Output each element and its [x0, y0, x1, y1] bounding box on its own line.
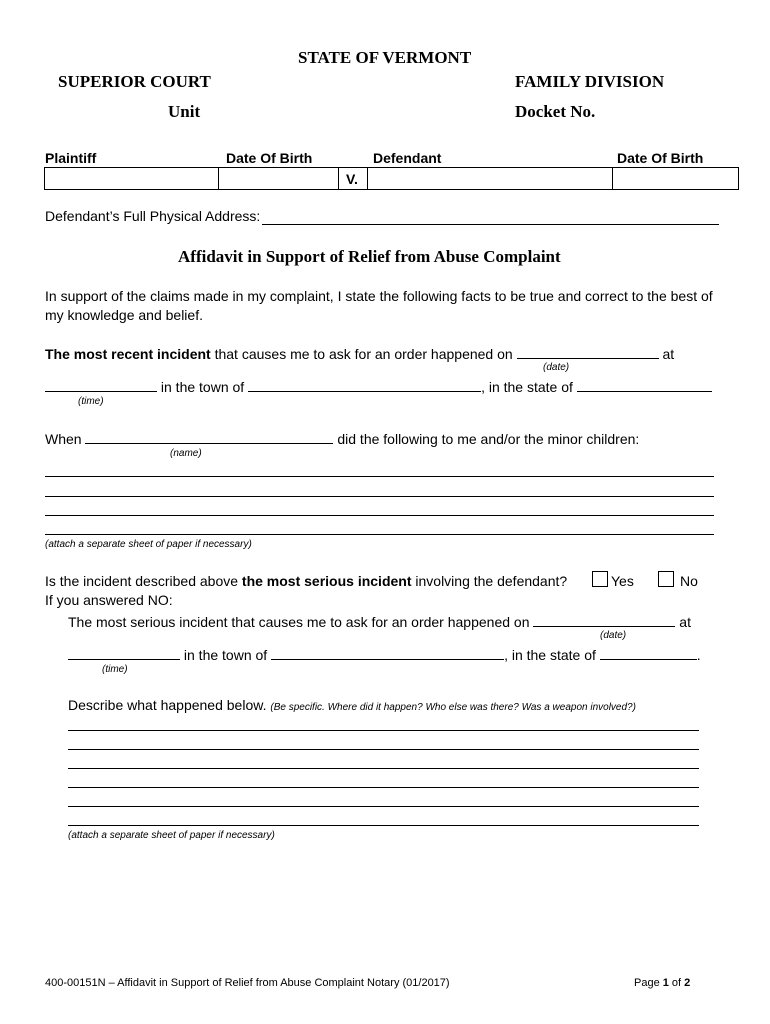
serious-in-state: , in the state of: [504, 647, 596, 663]
defendant-dob-label: Date Of Birth: [617, 150, 704, 166]
serious-time-hint: (time): [102, 664, 128, 675]
recent-town-field[interactable]: [248, 377, 481, 392]
recent-date-field[interactable]: [517, 344, 659, 359]
recent-name-hint: (name): [170, 448, 202, 459]
defendant-field[interactable]: [367, 167, 613, 190]
serious-incident-text: The most serious incident that causes me to ask for an order happened on: [68, 614, 530, 630]
versus-cell: [338, 167, 368, 190]
recent-when: When: [45, 431, 82, 447]
address-label: Defendant’s Full Physical Address:: [45, 208, 261, 224]
serious-incident-line: [68, 612, 691, 630]
serious-question-bold: the most serious incident: [241, 573, 416, 589]
describe-hint: (Be specific. Where did it happen? Who else was there? Was a weapon involved?): [270, 702, 636, 713]
plaintiff-label: Plaintiff: [45, 150, 97, 166]
describe-line: [68, 697, 636, 713]
no-label: No: [680, 573, 698, 589]
division-heading: FAMILY DIVISION: [515, 72, 665, 91]
serious-description-line[interactable]: [68, 749, 699, 750]
yes-label: Yes: [611, 573, 634, 589]
yes-checkbox[interactable]: [592, 571, 608, 587]
intro-paragraph: In support of the claims made in my complaint, I state the following facts to be true and correct to the best of my knowledge and belief.: [45, 288, 713, 323]
serious-location-line: [68, 645, 701, 663]
plaintiff-dob-label: Date Of Birth: [226, 150, 313, 166]
versus-text: V.: [346, 171, 358, 187]
recent-time-field[interactable]: [45, 377, 157, 392]
no-checkbox[interactable]: [658, 571, 674, 587]
page-number: 1: [662, 977, 669, 989]
if-no-label: If you answered NO:: [45, 592, 173, 608]
recent-attach-note: (attach a separate sheet of paper if necessary): [45, 539, 252, 550]
recent-date-hint: (date): [543, 362, 570, 373]
serious-description-line[interactable]: [68, 787, 699, 788]
serious-question: [45, 573, 567, 589]
recent-description-line[interactable]: [45, 476, 714, 477]
form-id: 400-00151N – Affidavit in Support of Relief from Abuse Complaint Notary (01/2017): [45, 977, 450, 989]
serious-in-town: in the town of: [183, 647, 268, 663]
defendant-label: Defendant: [373, 150, 442, 166]
recent-in-town: in the town of: [160, 379, 245, 395]
serious-town-field[interactable]: [271, 645, 504, 660]
serious-attach-note: (attach a separate sheet of paper if necessary): [68, 830, 275, 841]
recent-in-state: , in the state of: [481, 379, 573, 395]
serious-at: at: [679, 614, 691, 630]
recent-incident-text: that causes me to ask for an order happened on: [210, 346, 513, 362]
recent-description-line[interactable]: [45, 515, 714, 516]
docket-label: Docket No.: [515, 102, 596, 121]
serious-date-field[interactable]: [533, 612, 675, 627]
defendant-dob-field[interactable]: [612, 167, 739, 190]
recent-did: did the following to me and/or the minor children:: [337, 431, 640, 447]
state-heading: STATE OF VERMONT: [298, 48, 472, 67]
recent-description-line[interactable]: [45, 534, 714, 535]
plaintiff-dob-field[interactable]: [218, 167, 339, 190]
page-prefix: Page: [634, 977, 663, 989]
serious-state-field[interactable]: [600, 645, 697, 660]
page-indicator: [634, 977, 690, 989]
serious-period: .: [696, 647, 701, 663]
recent-incident-line: [45, 344, 674, 362]
serious-description-line[interactable]: [68, 730, 699, 731]
serious-description-line[interactable]: [68, 806, 699, 807]
describe-label: Describe what happened below.: [68, 697, 267, 713]
serious-description-line[interactable]: [68, 768, 699, 769]
serious-time-field[interactable]: [68, 645, 180, 660]
affidavit-title: Affidavit in Support of Relief from Abuse Complaint: [178, 247, 561, 266]
recent-name-field[interactable]: [85, 429, 333, 444]
recent-at: at: [662, 346, 675, 362]
plaintiff-field[interactable]: [44, 167, 219, 190]
serious-description-line[interactable]: [68, 825, 699, 826]
recent-incident-bold: The most recent incident: [45, 346, 211, 362]
recent-state-field[interactable]: [577, 377, 712, 392]
page-total: 2: [684, 977, 691, 989]
recent-description-line[interactable]: [45, 496, 714, 497]
address-field[interactable]: [262, 224, 719, 225]
unit-label: Unit: [168, 102, 201, 121]
serious-question-post: involving the defendant?: [415, 573, 568, 589]
page-of: of: [668, 977, 685, 989]
recent-location-line: [45, 377, 712, 395]
recent-time-hint: (time): [78, 396, 104, 407]
serious-date-hint: (date): [600, 630, 627, 641]
court-heading: SUPERIOR COURT: [58, 72, 211, 91]
recent-when-line: [45, 429, 639, 447]
serious-question-pre: Is the incident described above: [45, 573, 242, 589]
